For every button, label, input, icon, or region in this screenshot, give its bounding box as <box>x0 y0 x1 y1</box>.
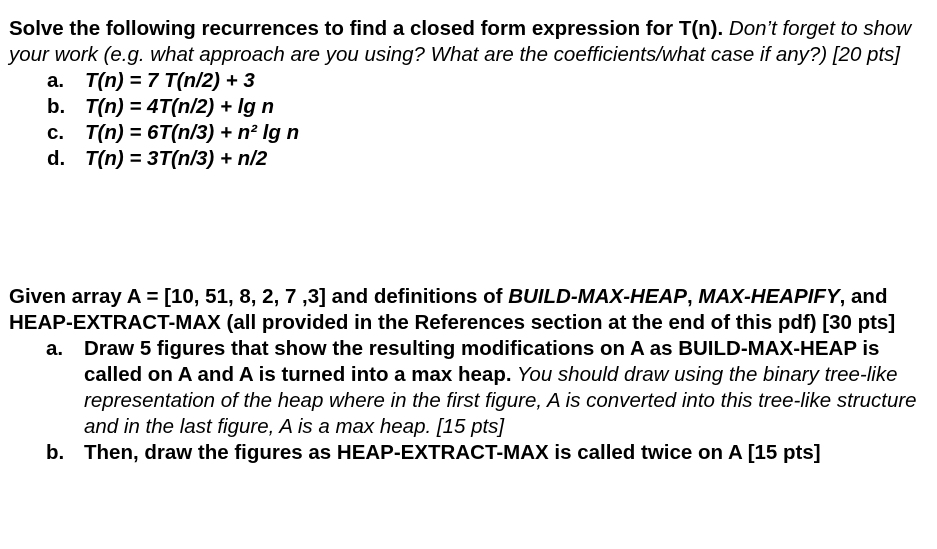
recurrence-text: T(n) = 3T(n/3) + n/2 <box>85 147 268 170</box>
recurrence-text: T(n) = 4T(n/2) + lg n <box>85 95 275 118</box>
question-1-intro-italic: Don’t forget to show your work (e.g. what approach are you using? What are the coefficients/what case if any?) [20 pts] <box>9 17 912 66</box>
build-max-heap-term: BUILD-MAX-HEAP <box>508 285 687 308</box>
recurrence-text: T(n) = 7 T(n/2) + 3 <box>85 69 255 92</box>
list-marker: d. <box>47 147 66 170</box>
heap-task-italic-text: You should draw using the binary tree-like representation of the heap where in the first figure, A is converted into this tree-like structure and in the last figure, A is a max heap. [15 pts] <box>84 363 917 438</box>
question-2-intro-part-1: Given array A = [10, 51, 8, 2, 7 ,3] and definitions of <box>9 285 509 308</box>
question-1 <box>9 16 929 172</box>
recurrence-list <box>9 68 929 172</box>
heap-task-bold-text: Draw 5 figures that show the resulting modifications on A as BUILD-MAX-HEAP is called on A and A is turned into a max heap. <box>84 337 880 386</box>
question-2 <box>9 284 929 466</box>
heap-task-bold-text: Then, draw the figures as HEAP-EXTRACT-MAX is called twice on A [15 pts] <box>84 441 821 464</box>
list-marker: a. <box>46 337 64 360</box>
heap-task-item-a <box>9 336 929 440</box>
question-2-intro-part-5: , and HEAP-EXTRACT-MAX (all provided in the References section at the end of this pdf) [30 pts] <box>9 285 896 334</box>
question-1-intro <box>9 16 929 68</box>
list-marker: c. <box>47 121 65 144</box>
recurrence-text: T(n) = 6T(n/3) + n² lg n <box>85 121 300 144</box>
list-marker: b. <box>46 441 65 464</box>
recurrence-item-c <box>9 120 929 146</box>
recurrence-item-a <box>9 68 929 94</box>
list-marker: b. <box>47 95 66 118</box>
heap-task-item-b <box>9 440 929 466</box>
heap-task-list <box>9 336 929 466</box>
question-1-intro-bold: Solve the following recurrences to find a closed form expression for T(n). <box>9 17 724 40</box>
question-2-intro-part-3: , <box>686 285 699 308</box>
recurrence-item-b <box>9 94 929 120</box>
recurrence-item-d <box>9 146 929 172</box>
list-marker: a. <box>47 69 65 92</box>
max-heapify-term: MAX-HEAPIFY <box>698 285 840 308</box>
question-2-intro <box>9 284 929 336</box>
